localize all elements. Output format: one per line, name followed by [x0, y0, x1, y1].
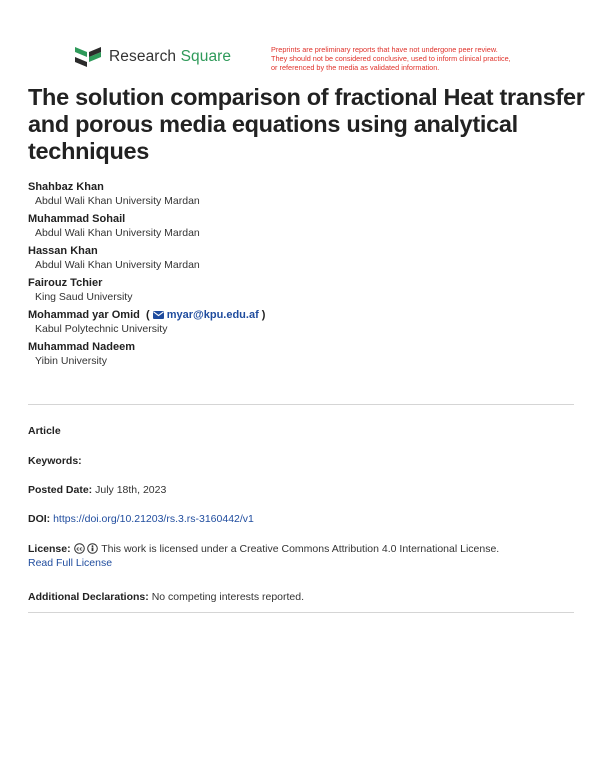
keywords-row: Keywords:	[28, 455, 82, 467]
author-affiliation: Kabul Polytechnic University	[35, 323, 168, 335]
declarations-text: No competing interests reported.	[151, 591, 305, 603]
doi-link[interactable]: https://doi.org/10.21203/rs.3.rs-3160442/v1	[53, 513, 254, 525]
declarations-label: Additional Declarations:	[28, 591, 149, 603]
author-name: Hassan Khan	[28, 245, 98, 257]
author-email-link[interactable]	[153, 309, 259, 321]
author-entry	[28, 244, 578, 272]
author-affiliation: King Saud University	[35, 291, 133, 303]
license-row	[28, 542, 578, 570]
attribution-icon	[87, 543, 98, 554]
disclaimer-line: or referenced by the media as validated information.	[271, 63, 440, 72]
author-list	[28, 180, 578, 372]
logo-text-square: Square	[180, 48, 232, 65]
creative-commons-icon	[74, 543, 85, 554]
declarations-row	[28, 590, 578, 604]
read-full-license-link[interactable]: Read Full License	[28, 557, 113, 569]
research-square-logo-icon	[74, 46, 102, 68]
author-entry	[28, 212, 578, 240]
doi-row	[28, 512, 578, 526]
divider	[28, 404, 574, 405]
author-affiliation: Abdul Wali Khan University Mardan	[35, 195, 200, 207]
author-entry	[28, 340, 578, 368]
logo-text	[109, 48, 231, 66]
author-name-with-email: Mohammad yar Omid ( myar@kpu.edu.af )	[28, 309, 266, 321]
author-name: Shahbaz Khan	[28, 181, 104, 193]
author-entry	[28, 180, 578, 208]
posted-date-label: Posted Date:	[28, 484, 93, 496]
author-name: Muhammad Sohail	[28, 213, 126, 225]
author-name: Mohammad yar Omid	[28, 309, 140, 321]
paper-title: The solution comparison of fractional Heat transfer and porous media equations using analytical techniques	[28, 84, 585, 164]
license-text: This work is licensed under a Creative Commons Attribution 4.0 International License.	[101, 543, 500, 555]
svg-text:cc: cc	[75, 546, 83, 553]
divider	[28, 612, 574, 613]
author-name: Fairouz Tchier	[28, 277, 103, 289]
author-email: myar@kpu.edu.af	[166, 309, 259, 321]
article-type: Article	[28, 425, 61, 437]
preprint-disclaimer	[271, 45, 561, 72]
author-affiliation: Yibin University	[35, 355, 107, 367]
doi-label: DOI:	[28, 513, 51, 525]
author-entry	[28, 308, 578, 336]
disclaimer-line: Preprints are preliminary reports that have not undergone peer review.	[271, 45, 498, 54]
license-label: License:	[28, 543, 71, 555]
logo-text-research: Research	[109, 48, 177, 65]
author-name: Muhammad Nadeem	[28, 341, 135, 353]
research-square-logo[interactable]	[74, 46, 231, 68]
disclaimer-line: They should not be considered conclusive, used to inform clinical practice,	[271, 54, 511, 63]
posted-date: July 18th, 2023	[95, 484, 167, 496]
posted-date-row	[28, 483, 578, 497]
author-affiliation: Abdul Wali Khan University Mardan	[35, 259, 200, 271]
envelope-icon	[153, 311, 164, 319]
author-affiliation: Abdul Wali Khan University Mardan	[35, 227, 200, 239]
author-entry	[28, 276, 578, 304]
